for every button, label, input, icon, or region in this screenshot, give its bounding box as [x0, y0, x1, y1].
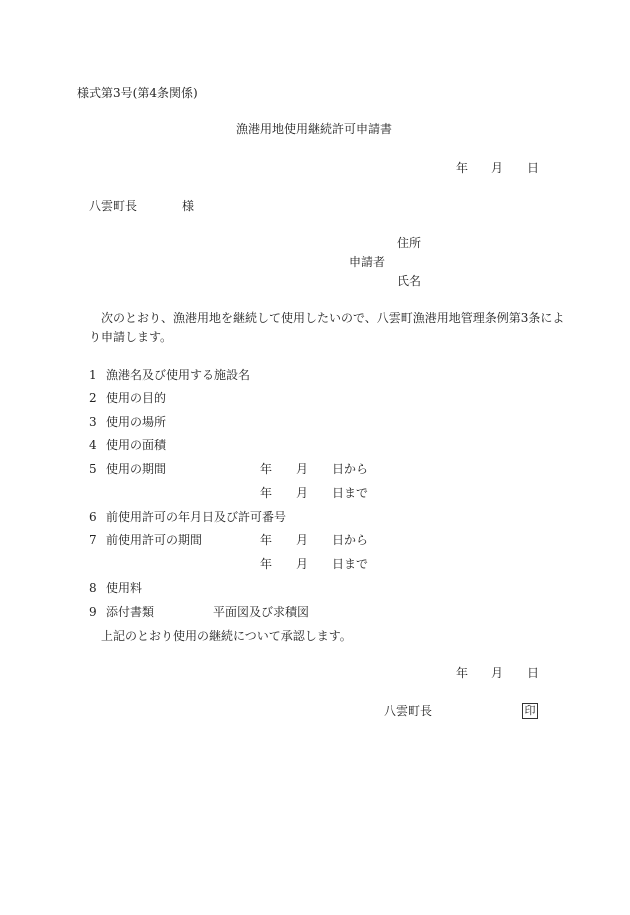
period-month-label: 月: [296, 462, 309, 476]
period-until-label: 日まで: [332, 557, 369, 571]
period-year-label: 年: [260, 557, 273, 571]
period-month-label: 月: [296, 486, 309, 500]
addressee-name: 八雲町長: [89, 199, 138, 213]
item-number: 3: [89, 415, 97, 429]
period-year-label: 年: [260, 533, 273, 547]
period-from-label: 日から: [332, 462, 369, 476]
item-label: 使用の場所: [106, 415, 167, 429]
item-number: 4: [89, 438, 97, 452]
item-label: 添付書類: [106, 605, 155, 619]
item-value: 平面図及び求積図: [213, 605, 310, 619]
period-from-label: 日から: [332, 533, 369, 547]
address-label: 住所: [397, 236, 422, 250]
approval-month-label: 月: [491, 666, 504, 680]
date-month-label: 月: [491, 161, 504, 175]
item-number: 6: [89, 510, 97, 524]
item-label: 使用の目的: [106, 391, 167, 405]
period-month-label: 月: [296, 533, 309, 547]
body-line-1: 次のとおり、漁港用地を継続して使用したいので、八雲町漁港用地管理条例第3条によ: [101, 311, 565, 325]
approval-day-label: 日: [527, 666, 540, 680]
period-month-label: 月: [296, 557, 309, 571]
addressee-honorific: 様: [182, 199, 195, 213]
item-number: 7: [89, 533, 97, 547]
document-title: 漁港用地使用継続許可申請書: [236, 122, 393, 136]
item-number: 2: [89, 391, 97, 405]
item-number: 5: [89, 462, 97, 476]
seal-box: 印: [522, 703, 538, 719]
approval-year-label: 年: [456, 666, 469, 680]
period-year-label: 年: [260, 486, 273, 500]
body-line-2: り申請します。: [89, 330, 173, 344]
applicant-label: 申請者: [349, 255, 386, 269]
approval-text: 上記のとおり使用の継続について承認します。: [101, 629, 352, 643]
item-label: 使用料: [106, 581, 143, 595]
item-label: 使用の面積: [106, 438, 167, 452]
name-label: 氏名: [397, 274, 422, 288]
date-day-label: 日: [527, 161, 540, 175]
item-label: 使用の期間: [106, 462, 167, 476]
item-label: 前使用許可の年月日及び許可番号: [106, 510, 287, 524]
period-until-label: 日まで: [332, 486, 369, 500]
item-number: 8: [89, 581, 97, 595]
item-label: 漁港名及び使用する施設名: [106, 368, 251, 382]
period-year-label: 年: [260, 462, 273, 476]
item-number: 9: [89, 605, 97, 619]
form-number: 様式第3号(第4条関係): [77, 86, 198, 100]
item-label: 前使用許可の期間: [106, 533, 203, 547]
approval-signer: 八雲町長: [384, 704, 433, 718]
item-number: 1: [89, 368, 97, 382]
date-year-label: 年: [456, 161, 469, 175]
